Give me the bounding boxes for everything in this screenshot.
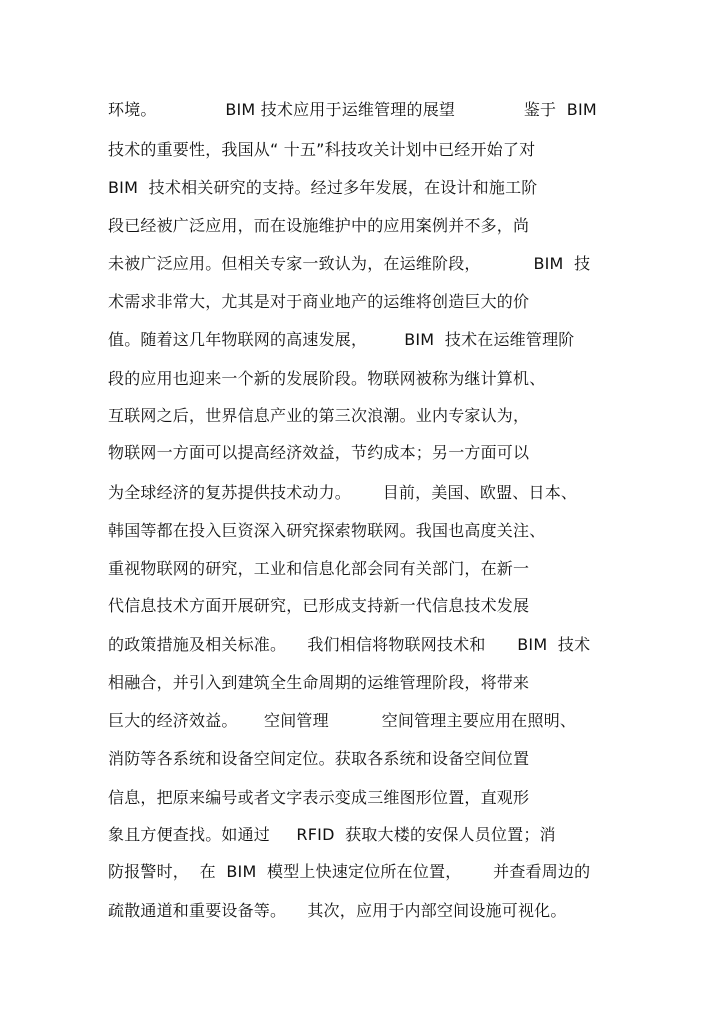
text-line: 信息，把原来编号或者文字表示变成三维图形位置，直观形 <box>108 788 530 807</box>
text-line: 环境。 BIM 技术应用于运维管理的展望 鉴于 BIM <box>108 100 597 119</box>
text-line: 段已经被广泛应用，而在设施维护中的应用案例并不多，尚 <box>108 216 530 235</box>
text-line: 象且方便查找。如通过 RFID 获取大楼的安保人员位置；消 <box>108 825 556 844</box>
text-line: 的政策措施及相关标准。 我们相信将物联网技术和 BIM 技术 <box>108 635 591 654</box>
text-line: 互联网之后，世界信息产业的第三次浪潮。业内专家认为， <box>108 406 530 425</box>
text-line: 巨大的经济效益。 空间管理 空间管理主要应用在照明、 <box>108 711 577 730</box>
text-line: 消防等各系统和设备空间定位。获取各系统和设备空间位置 <box>108 749 530 768</box>
text-line: 防报警时， 在 BIM 模型上快速定位所在位置， 并查看周边的 <box>108 862 591 881</box>
text-line: BIM 技术相关研究的支持。经过多年发展，在设计和施工阶 <box>108 178 538 197</box>
text-line: 疏散通道和重要设备等。 其次，应用于内部空间设施可视化。 <box>108 901 567 920</box>
text-line: 相融合，并引入到建筑全生命周期的运维管理阶段，将带来 <box>108 673 530 692</box>
text-line: 术需求非常大，尤其是对于商业地产的运维将创造巨大的价 <box>108 292 530 311</box>
text-line: 为全球经济的复苏提供技术动力。 目前，美国、欧盟、日本、 <box>108 483 578 502</box>
text-line: 代信息技术方面开展研究，已形成支持新一代信息技术发展 <box>108 596 530 615</box>
text-line: 重视物联网的研究，工业和信息化部会同有关部门，在新一 <box>108 559 530 578</box>
text-line: 物联网一方面可以提高经济效益，节约成本；另一方面可以 <box>108 443 530 462</box>
text-line: 韩国等都在投入巨资深入研究探索物联网。我国也高度关注、 <box>108 521 546 540</box>
text-line: 技术的重要性，我国从“ 十五”科技攻关计划中已经开始了对 <box>108 140 536 159</box>
text-line: 未被广泛应用。但相关专家一致认为，在运维阶段， BIM 技 <box>108 254 591 273</box>
text-line: 段的应用也迎来一个新的发展阶段。物联网被称为继计算机、 <box>108 369 546 388</box>
text-line: 值。随着这几年物联网的高速发展， BIM 技术在运维管理阶 <box>108 330 575 349</box>
